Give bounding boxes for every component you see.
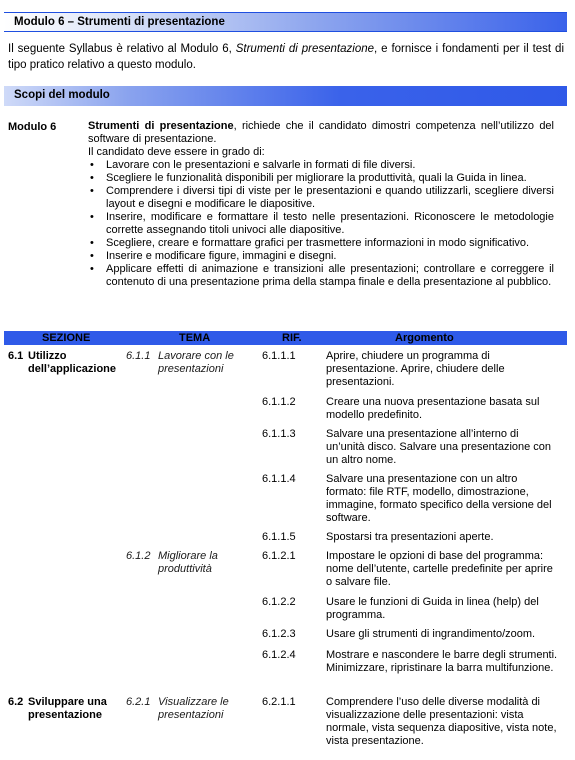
module-title-bold: Strumenti di presentazione — [88, 120, 234, 132]
list-item-text: Lavorare con le presentazioni e salvarle in formati di file diversi. — [106, 159, 416, 171]
table-row-rif: 6.2.1.1 — [262, 696, 296, 708]
list-item-text: Applicare effetti di animazione e transizioni alle presentazioni; controllare e correggere il contenuto di una presentazione prima della stampa finale e della presentazione al pubblico. — [106, 263, 554, 288]
col-header-sezione: SEZIONE — [42, 332, 91, 344]
scopi-title: Scopi del modulo — [14, 89, 110, 101]
table-row-argomento: Spostarsi tra presentazioni aperte. — [326, 531, 494, 543]
table-header — [4, 331, 567, 345]
bullet-icon: • — [90, 172, 94, 184]
table-row-argomento: Creare una nuova presentazione basata sul modello predefinito. — [326, 396, 540, 421]
list-item — [88, 250, 554, 263]
module-description — [88, 120, 554, 289]
tema-title: Lavorare con le presentazioni — [158, 350, 234, 375]
section-num: 6.1 — [8, 350, 24, 362]
table-row-rif: 6.1.2.4 — [262, 649, 296, 661]
intro-text-2: , e fornisce i fondamenti per il test di tipo pratico relativo a questo modulo. — [8, 43, 565, 71]
table-row-rif: 6.1.2.1 — [262, 550, 296, 562]
module-title-rest: , richiede che il candidato dimostri competenza nell’utilizzo del software di presentazione. — [88, 120, 554, 145]
list-item-text: Comprendere i diversi tipi di viste per le presentazioni e quando utilizzarli, scegliere diversi layout e disegni e modificare le diapositive. — [106, 185, 554, 210]
bullet-icon: • — [90, 185, 94, 197]
module-bullet-list — [88, 159, 554, 289]
table-row-rif: 6.1.2.3 — [262, 628, 296, 640]
bullet-icon: • — [90, 237, 94, 249]
list-item-text: Scegliere, creare e formattare grafici per trasmettere informazioni in modo significativo. — [106, 237, 530, 249]
scopi-bar — [4, 86, 567, 106]
table-row-argomento: Usare le funzioni di Guida in linea (help) del programma. — [326, 596, 539, 621]
module-label: Modulo 6 — [8, 121, 57, 133]
bullet-icon: • — [90, 159, 94, 171]
bullet-icon: • — [90, 250, 94, 262]
col-header-tema: TEMA — [179, 332, 211, 344]
table-row-rif: 6.1.1.3 — [262, 428, 296, 440]
col-header-rif: RIF. — [282, 332, 302, 344]
module-intro — [88, 120, 554, 146]
list-item-text: Inserire e modificare figure, immagini e disegni. — [106, 250, 337, 262]
list-item-text: Inserire, modificare e formattare il testo nelle presentazioni. Riconoscere le metodologie corrette assegnando titoli univoci alle diapositive. — [106, 211, 554, 236]
table-row-argomento: Aprire, chiudere un programma di presentazione. Aprire, chiudere delle presentazioni. — [326, 350, 505, 388]
table-row-argomento: Usare gli strumenti di ingrandimento/zoom. — [326, 628, 536, 640]
table-row-argomento: Mostrare e nascondere le barre degli strumenti. Minimizzare, ripristinare la barra multifunzione. — [326, 649, 558, 674]
tema-title: Migliorare la produttività — [158, 550, 218, 575]
list-item — [88, 185, 554, 211]
intro-text-italic: Strumenti di presentazione — [235, 43, 375, 55]
table-row-rif: 6.1.1.4 — [262, 473, 296, 485]
bullet-icon: • — [90, 211, 94, 223]
table-row-rif: 6.1.2.2 — [262, 596, 296, 608]
tema-num: 6.1.2 — [126, 550, 151, 562]
list-item-text: Scegliere le funzionalità disponibili per migliorare la produttività, quali la Guida in linea. — [106, 172, 527, 184]
list-item — [88, 263, 554, 289]
module-header-bar — [4, 12, 567, 32]
tema-title: Visualizzare le presentazioni — [158, 696, 229, 721]
list-item — [88, 159, 554, 172]
table-row-argomento: Comprendere l’uso delle diverse modalità di visualizzazione delle presentazioni: vista normale, vista sequenza diapositive, vista note, vista presentazione. — [326, 696, 557, 747]
module-header-title: Modulo 6 – Strumenti di presentazione — [14, 16, 225, 28]
section-num: 6.2 — [8, 696, 24, 708]
section-title: Utilizzo dell’applicazione — [28, 350, 117, 375]
tema-num: 6.2.1 — [126, 696, 151, 708]
section-title: Sviluppare una presentazione — [28, 696, 107, 721]
table-row-argomento: Impostare le opzioni di base del programma: nome dell’utente, cartelle predefinite per aprire o salvare file. — [326, 550, 553, 588]
intro-text-1: Il seguente Syllabus è relativo al Modulo 6, — [8, 43, 236, 55]
table-row-rif: 6.1.1.5 — [262, 531, 296, 543]
table-row-rif: 6.1.1.1 — [262, 350, 296, 362]
tema-num: 6.1.1 — [126, 350, 151, 362]
bullet-icon: • — [90, 263, 94, 275]
list-item — [88, 172, 554, 185]
list-item — [88, 237, 554, 250]
table-row-argomento: Salvare una presentazione con un altro formato: file RTF, modello, dimostrazione, immagine, formato specifico della versione del software. — [326, 473, 552, 524]
col-header-argomento: Argomento — [395, 332, 454, 344]
intro-paragraph — [8, 42, 564, 73]
module-lead: Il candidato deve essere in grado di: — [88, 146, 265, 158]
table-row-argomento: Salvare una presentazione all’interno di un’unità disco. Salvare una presentazione con un altro nome. — [326, 428, 552, 466]
list-item — [88, 211, 554, 237]
table-row-rif: 6.1.1.2 — [262, 396, 296, 408]
